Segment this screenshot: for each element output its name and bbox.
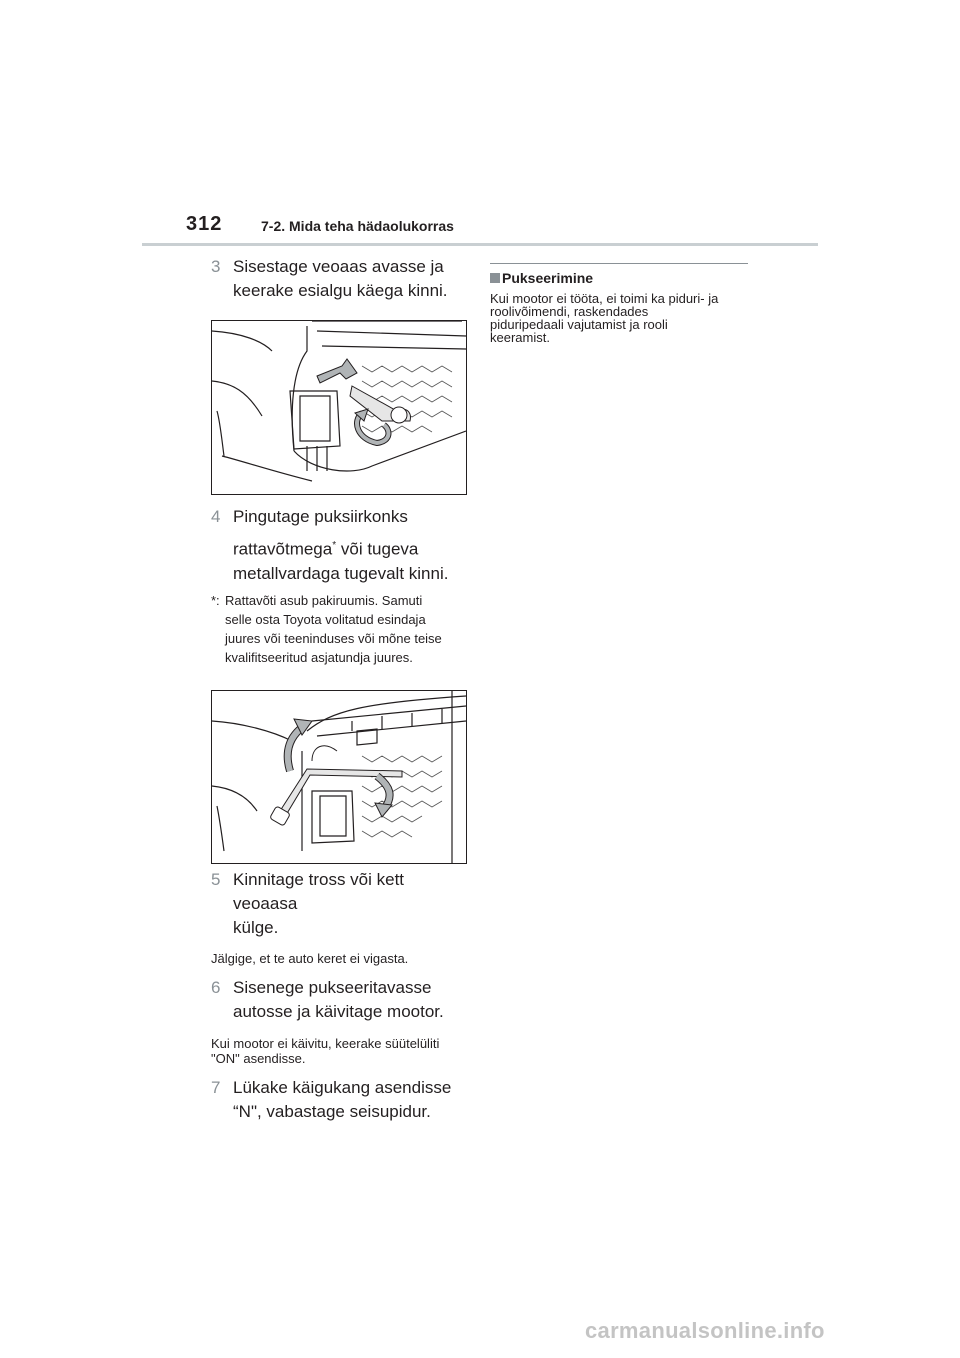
step-text-line: metallvardaga tugevalt kinni. — [233, 563, 449, 583]
step-5 — [211, 868, 471, 940]
step-text-line: autosse ja käivitage mootor. — [233, 1001, 444, 1021]
note-line: "ON" asendisse. — [211, 1050, 306, 1066]
wrench-tightening-illustration — [212, 691, 466, 863]
body-line: Kui mootor ei tööta, ei toimi ka piduri- ja — [490, 291, 719, 306]
step-number: 6 — [211, 977, 221, 997]
step-text-line: Sisenege pukseeritavasse — [233, 977, 432, 997]
step-text-line: keerake esialgu käega kinni. — [233, 281, 448, 300]
right-column — [490, 263, 750, 344]
subsection-heading-text: Pukseerimine — [502, 270, 594, 286]
page-number: 312 — [186, 213, 223, 235]
header-rule — [142, 243, 818, 246]
step-text-line: Kinnitage tross või kett veoaasa — [233, 869, 405, 913]
subsection-body — [490, 292, 750, 344]
body-line: keeramist. — [490, 330, 550, 345]
body-line: piduripedaali vajutamist ja rooli — [490, 317, 668, 332]
subsection-rule — [490, 263, 748, 264]
step-7 — [211, 1076, 471, 1124]
note-step-5: Jälgige, et te auto keret ei vigasta. — [211, 950, 409, 966]
step-3 — [211, 255, 471, 303]
step-text-line-with-mark — [233, 534, 471, 562]
step-text-line: külge. — [233, 917, 279, 937]
footnote-mark: *: — [211, 592, 220, 608]
footnote-reference-star: * — [332, 540, 337, 551]
footnote — [211, 591, 471, 667]
step-text-line: Pingutage puksiirkonks — [233, 507, 408, 526]
figure-tighten-with-wrench — [211, 690, 467, 864]
square-bullet-icon — [490, 273, 500, 283]
step-text-line: Sisestage veoaas avasse ja — [233, 257, 444, 276]
step-number: 5 — [211, 869, 221, 889]
watermark[interactable]: carmanualsonline.info — [585, 1318, 825, 1343]
step-number: 4 — [211, 507, 221, 526]
left-column — [211, 255, 471, 1124]
step-text-segment: või tugeva — [336, 539, 419, 559]
footnote-line: Rattavõti asub pakiruumis. Samuti — [225, 592, 423, 608]
figure-insert-towing-eyelet — [211, 320, 467, 495]
body-line: roolivõimendi, raskendades — [490, 304, 649, 319]
step-4 — [211, 505, 471, 586]
footnote-line: selle osta Toyota volitatud esindaja — [225, 611, 426, 627]
step-text-line: Lükake käigukang asendisse — [233, 1077, 452, 1097]
towing-eyelet-illustration — [212, 321, 466, 494]
step-6 — [211, 976, 471, 1024]
footnote-line: juures või teeninduses või mõne teise — [225, 630, 442, 646]
note-step-6 — [211, 1036, 471, 1066]
step-number: 3 — [211, 257, 221, 276]
section-title: 7-2. Mida teha hädaolukorras — [261, 218, 454, 234]
step-text-segment: rattavõtmega — [233, 539, 333, 559]
note-line: Kui mootor ei käivitu, keerake süütelüliti — [211, 1035, 440, 1051]
step-number: 7 — [211, 1077, 221, 1097]
footnote-line: kvalifitseeritud asjatundja juures. — [225, 649, 413, 665]
step-text-line: “N", vabastage seisupidur. — [233, 1101, 431, 1121]
subsection-heading — [490, 270, 750, 286]
